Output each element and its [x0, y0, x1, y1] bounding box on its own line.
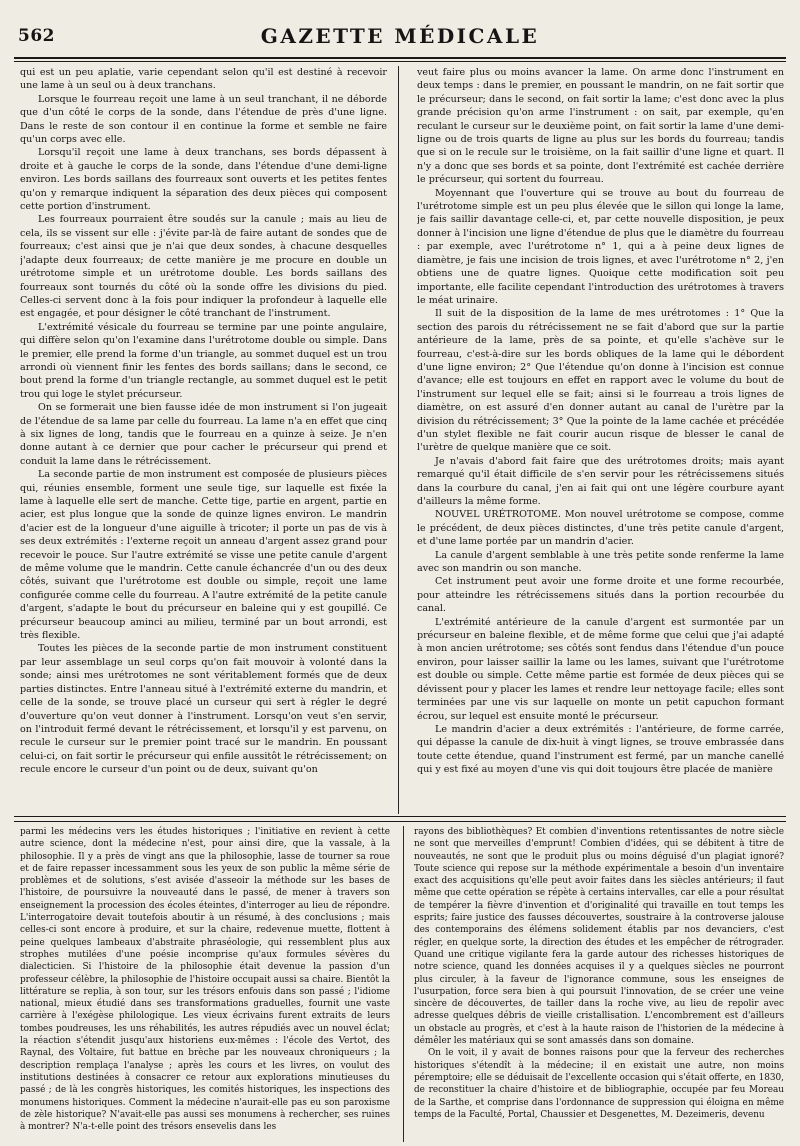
paragraph: Lorsqu'il reçoit une lame à deux tranchans, ses bords dépassent à droite et à gauche le corps de la sonde, dans l'étendue d'une demi-ligne environ. Les bords saillans des fourreaux sont ouverts et les petites fentes qu'on y remarque indiquent la séparation des deux pièces qui composent cette portion d'instrument. [20, 147, 387, 213]
paragraph: La seconde partie de mon instrument est composée de plusieurs pièces qui, réunies ensemble, forment une seule tige, sur laquelle est fixée la lame à laquelle elle sert de manche. Cette tige, partie en argent, partie en acier, est plus longue que la sonde de quinze lignes environ. Le mandrin d'acier est de la longueur d'une aiguille à tricoter; il porte un pas de vis à ses deux extrémités : l'externe reçoit un anneau d'argent assez grand pour recevoir le pouce. Sur l'autre extrémité se visse une petite canule d'argent de même volume que le mandrin. Cette canule échancrée d'un ou des deux côtés, suivant que l'urétrotome est double ou simple, reçoit une lame configurée comme celle du fourreau. A l'autre extrémité de la petite canule d'argent, s'adapte le bout du précurseur en baleine qui y est goupillé. Ce précurseur beaucoup aminci au milieu, terminé par un bout arrondi, est très flexible. [20, 469, 387, 642]
journal-title: GAZETTE MÉDICALE [260, 24, 540, 48]
paragraph: Le mandrin d'acier a deux extrémités : l'antérieure, de forme carrée, qui dépasse la canule de dix-huit à vingt lignes, se trouve embrassée dans toute cette étendue, quand l'instrument est fermé, par un manche canellé qui y est fixé au moyen d'une vis qui doit toujours être placée de manière [417, 723, 784, 776]
paragraph: Moyennant que l'ouverture qui se trouve au bout du fourreau de l'urétrotome simple est un peu plus élevée que le sillon qui longe la lame, je fais saillir davantage celle-ci, et, par cette nouvelle disposition, je peux donner à l'incision une ligne d'étendue de plus que le diamètre du fourreau : par exemple, avec l'urétrotome n° 1, qui a à peine deux lignes de diamètre, je fais une incision de trois lignes, et avec l'urétrotome n° 2, j'en obtiens une de quatre lignes. Quoique cette modification soit peu importante, elle facilite cependant l'introduction des urétrotomes à travers le méat urinaire. [417, 187, 784, 306]
paragraph: qui est un peu aplatie, varie cependant selon qu'il est destiné à recevoir une lame à un seul ou à deux tranchans. [20, 67, 387, 92]
feuilleton-separator [14, 816, 786, 822]
paragraph: parmi les médecins vers les études historiques ; l'initiative en revient à cette autre science, dont la médecine n'est, pour ainsi dire, que la vassale, à la philosophie. Il y a près de vingt ans que la philosophie, lasse de tourner sa roue et de faire repasser incessamment sous les yeux de son public la même série de problèmes et de solutions, s'est avisée d'asseoir la méthode sur les bases de l'histoire, de poursuivre la nouveauté dans le passé, de mener à travers son enseignement la procession des écoles éteintes, d'interroger au lieu de répondre. L'interrogatoire devait toutefois aboutir à un résumé, à des conclusions ; mais celles-ci sont encore à produire, et sur la chaire, redevenue muette, flottent à peine quelques lambeaux d'abstraite phraséologie, qui ressemblent plus aux strophes mutilées d'une poésie incomprise qu'aux formules sévères du dialecticien. Si l'histoire de la philosophie était devenue la passion d'un professeur célèbre, la philosophie de l'histoire occupait aussi sa chaire. Bientôt la littérature se replia, à son tour, sur les trésors enfouis dans son passé ; l'idiome national, mieux étudié dans ses transformations graduelles, fournit une vaste carrière à l'exégèse philologique. Les vieux écrivains furent extraits de leurs tombes poudreuses, les uns réhabilités, les autres répudiés avec un nouvel éclat; la réaction s'étendit jusqu'aux historiens eux-mêmes : l'école des Vertot, des Raynal, des Voltaire, fut battue en brèche par les nouveaux chroniqueurs ; la description remplaça l'analyse ; après les cours et les livres, on voulut des institutions destinées à consacrer ce retour aux explorations minutieuses du passé ; de là les congrès historiques, les comités historiques, les inspections des monumens historiques. Comment la médecine n'aurait-elle pas eu son paroxisme de zèle historique? N'avait-elle pas aussi ses monumens à rechercher, ses ruines à montrer? N'a-t-elle point des trésors ensevelis dans les [20, 827, 390, 1133]
paragraph: Toutes les pièces de la seconde partie de mon instrument constituent par leur assemblage un seul corps qu'on fait mouvoir à volonté dans la sonde; ainsi mes urétrotomes ne sont véritablement formés que de deux parties distinctes. Entre l'anneau situé à l'extrémité externe du mandrin, et celle de la sonde, se trouve placé un curseur qui sert à régler le degré d'ouverture qu'on veut donner à l'instrument. Lorsqu'on veut s'en servir, on l'introduit fermé devant le rétrécissement, et lorsqu'il y est parvenu, on recule le curseur sur le premier point tracé sur le mandrin. En poussant celui-ci, on fait sortir le précurseur qui enfile aussitôt le rétrécissement; on recule encore le curseur d'un point ou de deux, suivant qu'on [20, 643, 387, 776]
column-divider [398, 66, 399, 814]
feuilleton-column-divider [403, 826, 404, 1142]
article-column-right [417, 66, 784, 812]
paragraph: Je n'avais d'abord fait faire que des urétrotomes droits; mais ayant remarqué qu'il était difficile de s'en servir pour les rétrécissemens situés dans la courbure du canal, j'en ai fait qui ont une légère courbure ayant d'ailleurs la même forme. [417, 455, 784, 507]
masthead [14, 20, 786, 52]
paragraph: Il suit de la disposition de la lame de mes urétrotomes : 1° Que la section des parois du rétrécissement ne se fait d'abord que sur la partie antérieure de la lame, près de sa pointe, et qu'elle s'achève sur le fourreau, c'est-à-dire sur les bords obliques de la lame qui le débordent d'une ligne environ; 2° Que l'étendue qu'on donne à l'incision est connue d'avance; elle est toujours en effet en rapport avec le volume du bout de l'instrument sur lequel elle se fait; ainsi si le fourreau a trois lignes de diamètre, on est assuré d'en donner autant au canal de l'urètre par la division du rétrécissement; 3° Que la pointe de la lame cachée et précédée d'un stylet flexible ne fait courir aucun risque de blesser le canal de l'urètre de quelque manière que ce soit. [417, 308, 784, 454]
masthead-rule-thin [14, 61, 786, 62]
paragraph: L'extrémité antérieure de la canule d'argent est surmontée par un précurseur en baleine flexible, et de même forme que celui que j'ai adapté à mon ancien urétrotome; ses côtés sont fendus dans l'étendue d'un pouce environ, pour laisser saillir la lame ou les lames, suivant que l'urétrotome est double ou simple. Cette même partie est formée de deux pièces qui se dévissent pour y placer les lames et rendre leur nettoyage facile; elles sont terminées par une vis sur laquelle on monte un petit capuchon formant écrou, sur lequel est ensuite monté le précurseur. [417, 616, 784, 722]
paragraph: On le voit, il y avait de bonnes raisons pour que la ferveur des recherches historiques s'étendît à la médecine; il en existait une autre, non moins péremptoire; elle se déduisait de l'excellente occasion qui s'était offerte, en 1830, de reconstituer la chaire d'histoire et de bibliographie, occupée par feu Moreau de la Sarthe, et comprise dans l'ordonnance de suppression qui éloigna en même temps de la Faculté, Portal, Chaussier et Desgenettes, M. Dezeimeris, devenu [414, 1048, 784, 1120]
paragraph: La canule d'argent semblable à une très petite sonde renferme la lame avec son mandrin ou son manche. [417, 549, 784, 575]
paragraph: Les fourreaux pourraient être soudés sur la canule ; mais au lieu de cela, ils se vissent sur elle : j'évite par-là de faire autant de sondes que de fourreaux; c'est ainsi que je n'ai que deux sondes, à chacune desquelles j'adapte deux fourreaux; de cette manière je me procure en double un urétrotome simple et un urétrotome double. Les bords saillans des fourreaux sont tournés du côté où la sonde offre les divisions du pied. Celles-ci servent donc à la fois pour indiquer la profondeur à laquelle elle est engagée, et pour désigner le côté tranchant de l'instrument. [20, 214, 387, 320]
feuilleton [20, 826, 784, 1140]
paragraph: Cet instrument peut avoir une forme droite et une forme recourbée, pour atteindre les rétrécissemens situés dans la portion recourbée du canal. [417, 576, 784, 615]
article-column-left [20, 66, 387, 812]
feuilleton-column-left [20, 826, 390, 1140]
feuilleton-column-right [414, 826, 784, 1140]
paragraph: On se formerait une bien fausse idée de mon instrument si l'on jugeait de l'étendue de sa lame par celle du fourreau. La lame n'a en effet que cinq à six lignes de long, tandis que le fourreau en a quinze à seize. Je n'en donne autant à ce dernier que pour cacher le précurseur qui prend et conduit la lame dans le rétrécissement. [20, 402, 387, 467]
page-number: 562 [18, 26, 55, 46]
article-body [20, 66, 784, 812]
paragraph: L'extrémité vésicale du fourreau se termine par une pointe angulaire, qui diffère selon qu'on l'examine dans l'urétrotome double ou simple. Dans le premier, elle prend la forme d'un triangle, au sommet duquel est un trou arrondi où viennent finir les fentes des bords saillans; dans le second, ce bout prend la forme d'un triangle rectangle, au sommet duquel est le petit trou qui loge le stylet précurseur. [20, 321, 387, 400]
paragraph: rayons des bibliothèques? Et combien d'inventions retentissantes de notre siècle ne sont que merveilles d'emprunt! Combien d'idées, qui se débitent à titre de nouveautés, ne sont que le produit plus ou moins déguisé d'un plagiat ignoré? Toute science qui repose sur la méthode expérimentale a besoin d'un inventaire exact des acquisitions qu'elle peut avoir faites dans les siècles antérieurs; il faut même que cette opération se répète à certains intervalles, car elle a pour résultat de tempérer la fièvre d'invention et d'originalité qui travaille en tout temps les esprits; faire justice des fausses découvertes, soustraire à la controverse jalouse des contemporains des élémens solidement établis par nos devanciers, c'est régler, en quelque sorte, la direction des études et les empêcher de rétrograder. Quand une critique vigilante fera la garde autour des richesses historiques de notre science, quand les données acquises il y a quelques siècles ne pourront plus circuler, à la faveur de l'ignorance commune, sous les enseignes de l'usurpation, force sera bien à qui poursuit l'innovation, de se créer une veine sincère de découvertes, de tailler dans la roche vive, au lieu de repolir avec adresse quelques débris de vieille cristallisation. L'encombrement est d'ailleurs un obstacle au progrès, et c'est à la haute raison de l'historien de la médecine à démêler les matériaux qui se sont amassés dans son domaine. [414, 827, 784, 1047]
masthead-rule [14, 57, 786, 59]
paragraph: NOUVEL URÉTROTOME. Mon nouvel urétrotome se compose, comme le précédent, de deux pièces distinctes, d'une très petite canule d'argent, et d'une lame portée par un mandrin d'acier. [417, 509, 784, 548]
paragraph: Lorsque le fourreau reçoit une lame à un seul tranchant, il ne déborde que d'un côté le corps de la sonde, dans l'étendue de près d'une ligne. Dans le reste de son contour il en continue la forme et semble ne faire qu'un corps avec elle. [20, 93, 387, 146]
paragraph: veut faire plus ou moins avancer la lame. On arme donc l'instrument en deux temps : dans le premier, en poussant le mandrin, on ne fait sortir que le précurseur; dans le second, on fait sortir la lame; c'est donc avec la plus grande précision qu'on arme l'instrument : on sait, par exemple, qu'en reculant le curseur sur le deuxième point, on fait sortir la lame d'une demi-ligne ou de trois quarts de ligne au plus sur les bords du fourreau; tandis que si on le recule sur le troisième, on la fait saillir d'une ligne et quart. Il n'y a donc que ses bords et sa pointe, dont l'extrémité est cachée derrière le précurseur, qui sortent du fourreau. [417, 67, 784, 186]
